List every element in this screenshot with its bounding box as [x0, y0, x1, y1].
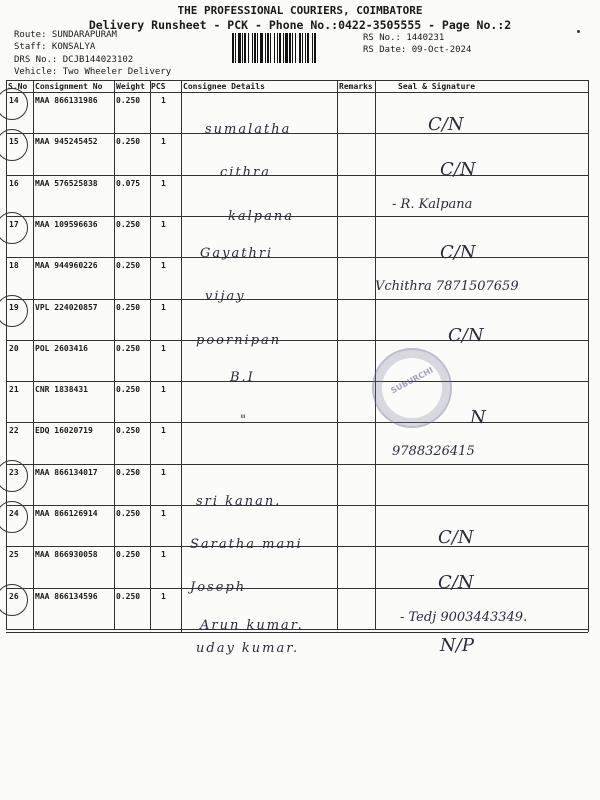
row-pcs: 1 [161, 303, 166, 312]
stamp-text: SUBURCHI [389, 365, 435, 396]
row-consignment-no: VPL 224020857 [35, 303, 98, 312]
row-seal-signature: - Tedj 9003443349. [400, 610, 528, 625]
row-sno: 23 [9, 468, 19, 477]
row-weight: 0.250 [116, 550, 141, 559]
column-divider [150, 80, 151, 629]
row-sno: 17 [9, 220, 19, 229]
row-weight: 0.250 [116, 468, 141, 477]
row-pcs: 1 [161, 509, 166, 518]
col-header-sno: S.No [8, 82, 28, 91]
row-consignee-handwriting: Joseph [190, 580, 247, 595]
row-consignee-handwriting: sumalatha [205, 122, 292, 137]
row-divider [6, 216, 588, 217]
rs-number: RS No.: 1440231 [363, 33, 445, 43]
vehicle-label: Vehicle: Two Wheeler Delivery [14, 67, 172, 77]
row-weight: 0.250 [116, 426, 141, 435]
row-pcs: 1 [161, 261, 166, 270]
row-consignment-no: MAA 109596636 [35, 220, 98, 229]
staff-label: Staff: KONSALYA [14, 42, 96, 52]
row-sno: 15 [9, 137, 19, 146]
row-seal-signature: 9788326415 [392, 444, 475, 459]
row-circle-mark [0, 129, 28, 161]
delivery-stamp [372, 348, 452, 428]
rs-date: RS Date: 09-Oct-2024 [363, 45, 472, 55]
row-pcs: 1 [161, 220, 166, 229]
row-weight: 0.250 [116, 96, 141, 105]
row-sno: 24 [9, 509, 19, 518]
column-divider [375, 80, 376, 629]
row-circle-mark [0, 212, 28, 244]
row-circle-mark [0, 501, 28, 533]
row-weight: 0.075 [116, 179, 141, 188]
column-divider [337, 80, 338, 629]
row-sno: 22 [9, 426, 19, 435]
row-divider [6, 381, 588, 382]
row-weight: 0.250 [116, 509, 141, 518]
row-weight: 0.250 [116, 261, 141, 270]
row-consignee-handwriting: poornipan [196, 333, 282, 348]
row-consignee-handwriting: vijay [205, 289, 246, 304]
row-divider [6, 422, 588, 423]
row-pcs: 1 [161, 550, 166, 559]
row-pcs: 1 [161, 385, 166, 394]
column-divider [181, 80, 182, 632]
row-divider [6, 464, 588, 465]
row-weight: 0.250 [116, 137, 141, 146]
row-pcs: 1 [161, 468, 166, 477]
row-circle-mark [0, 88, 28, 120]
row-consignee-handwriting: Arun kumar. [200, 618, 304, 633]
col-header-consignment: Consignment No [35, 82, 103, 91]
row-consignee-handwriting: sri kanan. [196, 494, 282, 509]
trailing-seal-handwriting: N/P [440, 635, 474, 656]
row-consignee-handwriting: " [240, 413, 248, 428]
row-divider [6, 133, 588, 134]
row-consignment-no: MAA 866134596 [35, 592, 98, 601]
row-seal-signature: C/N [428, 114, 464, 135]
company-title: THE PROFESSIONAL COURIERS, COIMBATORE [177, 4, 423, 17]
row-sno: 14 [9, 96, 19, 105]
row-consignment-no: EDQ 16020719 [35, 426, 93, 435]
row-weight: 0.250 [116, 592, 141, 601]
row-consignment-no: MAA 945245452 [35, 137, 98, 146]
row-divider [6, 257, 588, 258]
row-divider [6, 505, 588, 506]
row-circle-mark [0, 295, 28, 327]
row-circle-mark [0, 460, 28, 492]
row-pcs: 1 [161, 592, 166, 601]
row-consignment-no: MAA 866131986 [35, 96, 98, 105]
row-pcs: 1 [161, 137, 166, 146]
row-sno: 26 [9, 592, 19, 601]
row-weight: 0.250 [116, 220, 141, 229]
row-consignee-handwriting: B.I [230, 370, 255, 385]
column-divider [114, 80, 115, 629]
row-consignee-handwriting: kalpana [228, 209, 294, 224]
row-seal-signature: Vchithra 7871507659 [375, 279, 519, 294]
row-divider [6, 175, 588, 176]
row-sno: 19 [9, 303, 19, 312]
row-pcs: 1 [161, 344, 166, 353]
row-divider [6, 588, 588, 589]
row-sno: 25 [9, 550, 19, 559]
col-header-weight: Weight [116, 82, 145, 91]
row-seal-signature: - R. Kalpana [392, 197, 473, 212]
row-sno: 16 [9, 179, 19, 188]
row-seal-signature: N [470, 407, 486, 428]
row-consignment-no: MAA 576525838 [35, 179, 98, 188]
row-pcs: 1 [161, 96, 166, 105]
row-consignee-handwriting: Saratha mani [190, 537, 303, 552]
row-weight: 0.250 [116, 344, 141, 353]
row-weight: 0.250 [116, 303, 141, 312]
col-header-consignee: Consignee Details [183, 82, 265, 91]
row-seal-signature: C/N [438, 527, 474, 548]
row-weight: 0.250 [116, 385, 141, 394]
row-consignment-no: MAA 944960226 [35, 261, 98, 270]
row-seal-signature: C/N [440, 159, 476, 180]
row-consignee-handwriting: cithra [220, 165, 271, 180]
drs-label: DRS No.: DCJB144023102 [14, 55, 134, 65]
row-sno: 20 [9, 344, 19, 353]
row-divider [6, 340, 588, 341]
header-divider [6, 92, 588, 93]
col-header-remarks: Remarks [339, 82, 373, 91]
table-top-border [6, 80, 588, 81]
row-circle-mark [0, 584, 28, 616]
row-seal-signature: C/N [438, 572, 474, 593]
row-consignment-no: POL 2603416 [35, 344, 88, 353]
row-divider [6, 299, 588, 300]
row-seal-signature: C/N [448, 325, 484, 346]
col-header-pcs: PCS [151, 82, 166, 91]
column-divider [588, 80, 589, 632]
row-seal-signature: C/N [440, 242, 476, 263]
row-consignee-handwriting: Gayathri [200, 246, 274, 261]
row-pcs: 1 [161, 426, 166, 435]
trailing-consignee-handwriting: uday kumar. [196, 641, 300, 656]
runsheet-title: Delivery Runsheet - PCK - Phone No.:0422-3505555 - Page No.:2 [88, 18, 512, 32]
row-consignment-no: MAA 866126914 [35, 509, 98, 518]
row-consignment-no: MAA 866134017 [35, 468, 98, 477]
row-consignment-no: MAA 866930058 [35, 550, 98, 559]
row-pcs: 1 [161, 179, 166, 188]
row-sno: 18 [9, 261, 19, 270]
route-label: Route: SUNDARAPURAM [14, 30, 117, 40]
col-header-seal: Seal & Signature [398, 82, 476, 91]
column-divider [33, 80, 34, 629]
column-divider [6, 80, 7, 629]
row-consignment-no: CNR 1838431 [35, 385, 88, 394]
barcode [232, 33, 360, 63]
row-sno: 21 [9, 385, 19, 394]
